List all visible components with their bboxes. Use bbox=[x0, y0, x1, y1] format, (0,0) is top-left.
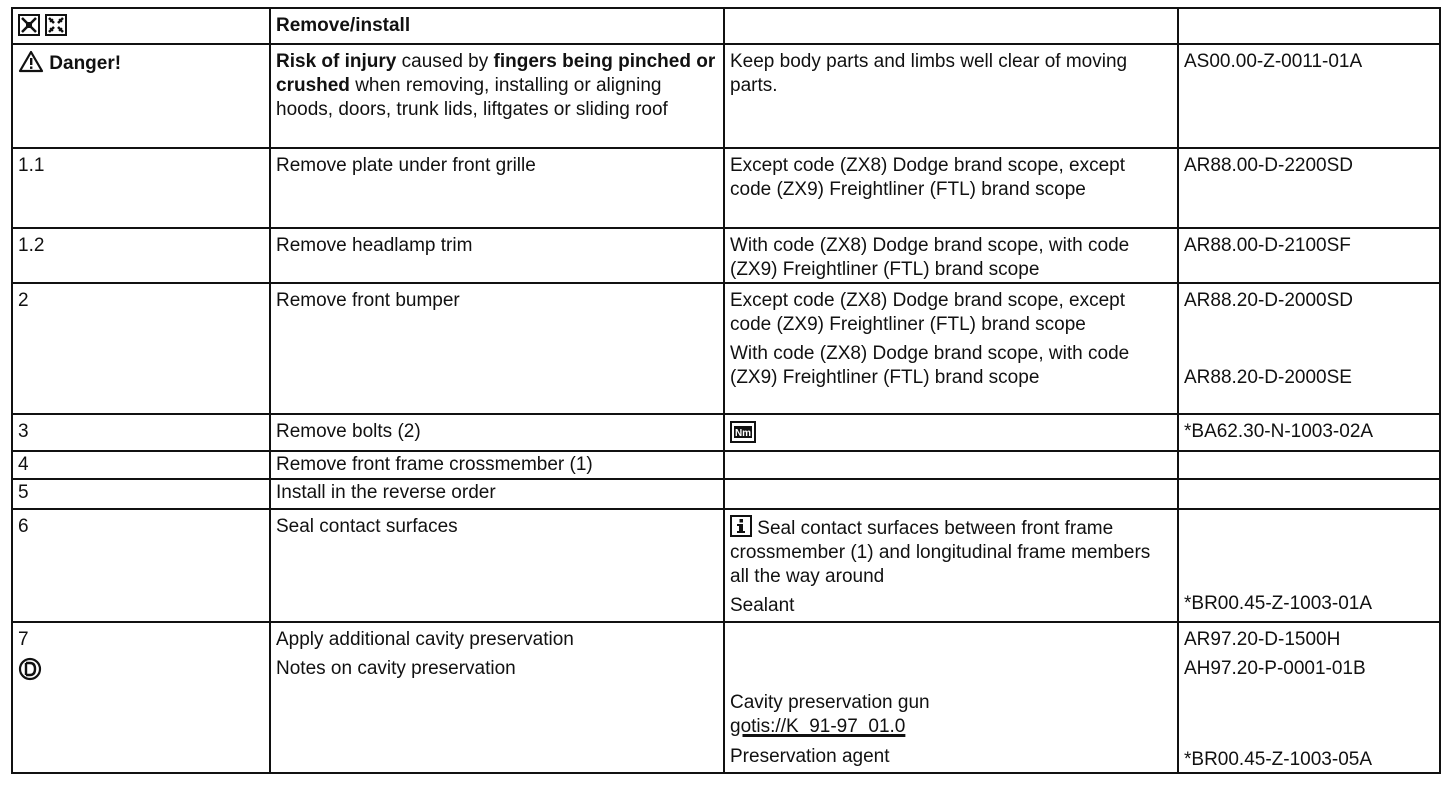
step-number-cell bbox=[12, 622, 270, 773]
step-action: Remove bolts (2) bbox=[270, 414, 724, 451]
step-note-3: Cavity preservation gun bbox=[730, 692, 930, 713]
step-note: With code (ZX8) Dodge brand scope, with code (ZX9) Freightliner (FTL) brand scope bbox=[724, 228, 1178, 283]
danger-label: Danger! bbox=[49, 53, 122, 74]
danger-ref[interactable]: AS00.00-Z-0011-01A bbox=[1178, 44, 1440, 148]
step-ref-cell bbox=[1178, 509, 1440, 622]
step-ref-4[interactable]: *BR00.45-Z-1003-05A bbox=[1184, 749, 1372, 770]
table-row bbox=[12, 622, 1440, 773]
step-action: Install in the reverse order bbox=[270, 479, 724, 509]
empty-cell bbox=[1178, 479, 1440, 509]
step-ref[interactable]: AR88.20-D-2000SD bbox=[1184, 290, 1353, 311]
note-icon-wrap bbox=[18, 657, 263, 681]
step-action: Remove headlamp trim bbox=[270, 228, 724, 283]
table-row bbox=[12, 283, 1440, 414]
step-number: 2 bbox=[12, 283, 270, 414]
step-ref-2[interactable]: *BR00.45-Z-1003-01A bbox=[1184, 593, 1372, 614]
danger-label-cell bbox=[12, 44, 270, 148]
step-ref-cell bbox=[1178, 622, 1440, 773]
gotis-link[interactable]: gotis://K_91-97_01.0 bbox=[730, 716, 906, 737]
table-row bbox=[12, 479, 1440, 509]
danger-row bbox=[12, 44, 1440, 148]
step-number: 1.1 bbox=[12, 148, 270, 228]
header-title: Remove/install bbox=[270, 8, 724, 44]
step-note-2: With code (ZX8) Dodge brand scope, with code (ZX9) Freightliner (FTL) brand scope bbox=[730, 343, 1130, 388]
step-note: Except code (ZX8) Dodge brand scope, except code (ZX9) Freightliner (FTL) brand scope bbox=[730, 290, 1126, 335]
step-ref-2[interactable]: AR88.20-D-2000SE bbox=[1184, 367, 1352, 388]
torque-nm-label: Nm bbox=[734, 427, 752, 439]
danger-description: Risk of injury caused by fingers being pinched or crushed when removing, installing or aligning hoods, doors, trunk lids, liftgates or sliding roof bbox=[270, 44, 724, 148]
step-action: Remove front bumper bbox=[270, 283, 724, 414]
step-number: 7 bbox=[18, 629, 29, 650]
step-note-cell bbox=[724, 509, 1178, 622]
step-ref[interactable]: AR88.00-D-2100SF bbox=[1178, 228, 1440, 283]
step-ref[interactable]: AR88.00-D-2200SD bbox=[1178, 148, 1440, 228]
empty-cell bbox=[724, 451, 1178, 479]
table-row bbox=[12, 509, 1440, 622]
step-note: Seal contact surfaces between front frame crossmember (1) and longitudinal frame members all the way around bbox=[730, 518, 1151, 587]
table-row bbox=[12, 451, 1440, 479]
procedure-table bbox=[11, 7, 1441, 774]
torque-nm-icon[interactable] bbox=[730, 421, 756, 443]
warning-icon bbox=[18, 50, 44, 73]
empty-cell bbox=[724, 479, 1178, 509]
step-note-cell bbox=[724, 622, 1178, 773]
step-number: 5 bbox=[12, 479, 270, 509]
empty-cell bbox=[1178, 8, 1440, 44]
table-row bbox=[12, 228, 1440, 283]
table-row bbox=[12, 414, 1440, 451]
info-icon bbox=[730, 515, 752, 537]
step-number: 6 bbox=[12, 509, 270, 622]
step-number: 3 bbox=[12, 414, 270, 451]
step-note-wrap bbox=[730, 515, 1171, 589]
step-action: Remove front frame crossmember (1) bbox=[270, 451, 724, 479]
header-row bbox=[12, 8, 1440, 44]
step-note-cell bbox=[724, 283, 1178, 414]
step-action: Seal contact surfaces bbox=[270, 509, 724, 622]
header-icons-cell bbox=[12, 8, 270, 44]
step-ref[interactable]: *BA62.30-N-1003-02A bbox=[1178, 414, 1440, 451]
step-action-cell bbox=[270, 622, 724, 773]
install-icon bbox=[45, 14, 67, 36]
table-row bbox=[12, 148, 1440, 228]
step-ref-cell bbox=[1178, 283, 1440, 414]
step-note: Except code (ZX8) Dodge brand scope, except code (ZX9) Freightliner (FTL) brand scope bbox=[724, 148, 1178, 228]
step-ref-2[interactable]: AH97.20-P-0001-01B bbox=[1184, 658, 1366, 679]
step-number: 4 bbox=[12, 451, 270, 479]
step-note-cell bbox=[724, 414, 1178, 451]
empty-cell bbox=[1178, 451, 1440, 479]
step-number: 1.2 bbox=[12, 228, 270, 283]
step-ref[interactable]: AR97.20-D-1500H bbox=[1184, 629, 1341, 650]
note-circle-icon[interactable] bbox=[18, 657, 42, 681]
danger-note: Keep body parts and limbs well clear of moving parts. bbox=[724, 44, 1178, 148]
step-action: Apply additional cavity preservation bbox=[276, 629, 574, 650]
remove-icon bbox=[18, 14, 40, 36]
step-action: Remove plate under front grille bbox=[270, 148, 724, 228]
step-note-2: Sealant bbox=[730, 595, 795, 616]
step-note-4: Preservation agent bbox=[730, 746, 890, 767]
empty-cell bbox=[724, 8, 1178, 44]
step-action-2[interactable]: Notes on cavity preservation bbox=[276, 658, 516, 679]
